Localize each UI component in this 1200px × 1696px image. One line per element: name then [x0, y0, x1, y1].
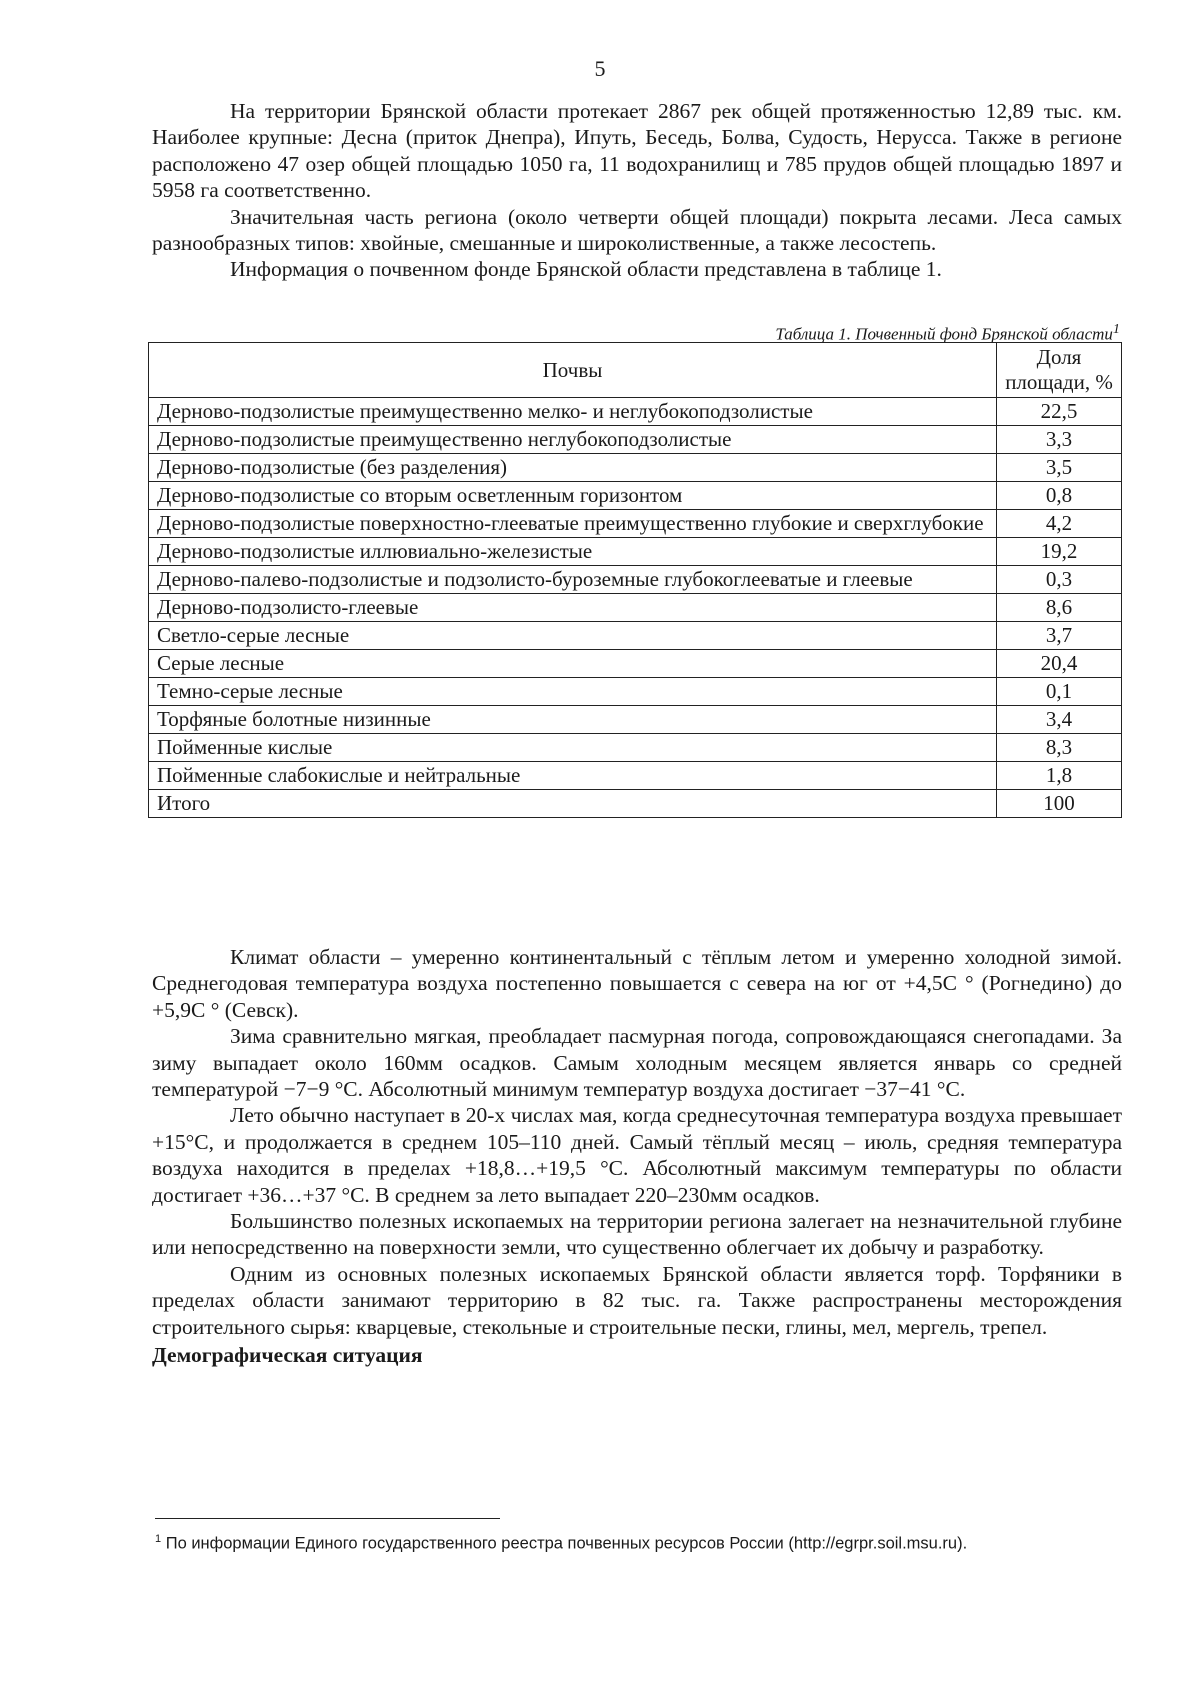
header-share: Доля площади, % [997, 343, 1122, 398]
paragraph-winter: Зима сравнительно мягкая, преобладает пасмурная погода, сопровождающаяся снегопадами. За зиму выпадает около 160мм осадков. Самым холодным месяцем является январь со средней температурой −7−9 °С. Абсолютный минимум температур воздуха достигает −37−41 °С. [152, 1024, 1122, 1102]
soil-name: Пойменные кислые [149, 734, 997, 762]
paragraph-minerals: Большинство полезных ископаемых на территории региона залегает на незначительной глубине или непосредственно на поверхности земли, что существенно облегчает их добычу и разработку. [152, 1209, 1122, 1260]
table-row [149, 678, 1122, 706]
table-caption-note-mark: 1 [1112, 321, 1120, 337]
soil-share: 20,4 [997, 650, 1122, 678]
soil-name: Дерново-подзолисто-глеевые [149, 594, 997, 622]
table-row [149, 566, 1122, 594]
table-row [149, 398, 1122, 426]
soil-name: Светло-серые лесные [149, 622, 997, 650]
soil-share: 8,6 [997, 594, 1122, 622]
table-row [149, 482, 1122, 510]
page-number: 5 [594, 56, 606, 81]
table-row [149, 622, 1122, 650]
soil-name: Пойменные слабокислые и нейтральные [149, 762, 997, 790]
soil-share: 3,3 [997, 426, 1122, 454]
table-row [149, 426, 1122, 454]
total-label: Итого [149, 790, 997, 818]
soil-share: 0,3 [997, 566, 1122, 594]
table-header-row [149, 343, 1122, 398]
soil-name: Дерново-подзолистые поверхностно-глееватые преимущественно глубокие и сверхглубокие [149, 510, 997, 538]
table-row [149, 510, 1122, 538]
table-row [149, 454, 1122, 482]
table-row [149, 594, 1122, 622]
header-soils: Почвы [149, 343, 997, 398]
intro-text [152, 98, 1122, 283]
soil-name: Дерново-подзолистые со вторым осветленным горизонтом [149, 482, 997, 510]
soil-share: 4,2 [997, 510, 1122, 538]
soil-name: Дерново-подзолистые (без разделения) [149, 454, 997, 482]
soil-share: 3,7 [997, 622, 1122, 650]
soil-name: Дерново-палево-подзолистые и подзолисто-буроземные глубокоглееватые и глеевые [149, 566, 997, 594]
soil-share: 1,8 [997, 762, 1122, 790]
soil-share: 22,5 [997, 398, 1122, 426]
total-share: 100 [997, 790, 1122, 818]
footnote-mark: 1 [155, 1533, 162, 1545]
soil-name: Торфяные болотные низинные [149, 706, 997, 734]
soil-name: Серые лесные [149, 650, 997, 678]
soil-table [148, 342, 1122, 818]
table-row [149, 706, 1122, 734]
table-caption-text: Таблица 1. Почвенный фонд Брянской области [775, 324, 1113, 344]
table-row [149, 762, 1122, 790]
soil-share: 0,8 [997, 482, 1122, 510]
table-row [149, 650, 1122, 678]
paragraph-climate: Климат области – умеренно континентальный с тёплым летом и умеренно холодной зимой. Среднегодовая температура воздуха постепенно повышается с севера на юг от +4,5С ° (Рогнедино) до +5,9С ° (Севск). [152, 945, 1122, 1022]
soil-name: Дерново-подзолистые преимущественно мелко- и неглубокоподзолистые [149, 398, 997, 426]
table-row [149, 734, 1122, 762]
paragraph-rivers: На территории Брянской области протекает 2867 рек общей протяженностью 12,89 тыс. км. Наиболее крупные: Десна (приток Днепра), Ипуть, Беседь, Болва, Судость, Нерусса. Также в регионе расположено 47 озер общей площадью 1050 га, 11 водохранилищ и 785 прудов общей площадью 1897 и 5958 га соответственно. [152, 99, 1122, 203]
soil-share: 3,5 [997, 454, 1122, 482]
footnote-text: По информации Единого государственного реестра почвенных ресурсов России (http://egrpr.soil.msu.ru). [165, 1534, 968, 1553]
soil-share: 0,1 [997, 678, 1122, 706]
footnote [155, 1533, 967, 1554]
soil-name: Темно-серые лесные [149, 678, 997, 706]
paragraph-forests: Значительная часть региона (около четверти общей площади) покрыта лесами. Леса самых разнообразных типов: хвойные, смешанные и широколиственные, а также лесостепь. [152, 204, 1122, 256]
soil-name: Дерново-подзолистые иллювиально-железистые [149, 538, 997, 566]
soil-share: 3,4 [997, 706, 1122, 734]
soil-share: 8,3 [997, 734, 1122, 762]
climate-text [152, 944, 1122, 1369]
footnote-divider [155, 1518, 500, 1519]
table-row [149, 538, 1122, 566]
paragraph-table-intro: Информация о почвенном фонде Брянской области представлена в таблице 1. [230, 257, 942, 282]
table-total-row [149, 790, 1122, 818]
soil-name: Дерново-подзолистые преимущественно неглубокоподзолистые [149, 426, 997, 454]
soil-share: 19,2 [997, 538, 1122, 566]
paragraph-summer: Лето обычно наступает в 20-х числах мая, когда среднесуточная температура воздуха превышает +15°С, и продолжается в среднем 105–110 дней. Самый тёплый месяц – июль, средняя температура воздуха находится в пределах +18,8…+19,5 °С. Абсолютный максимум температуры по области достигает +36…+37 °С. В среднем за лето выпадает 220–230мм осадков. [152, 1103, 1122, 1207]
paragraph-peat: Одним из основных полезных ископаемых Брянской области является торф. Торфяники в пределах области занимают территорию в 82 тыс. га. Также распространены месторождения строительного сырья: кварцевые, стекольные и строительные пески, глины, мел, мергель, трепел. [152, 1261, 1122, 1339]
section-heading: Демографическая ситуация [152, 1343, 423, 1368]
